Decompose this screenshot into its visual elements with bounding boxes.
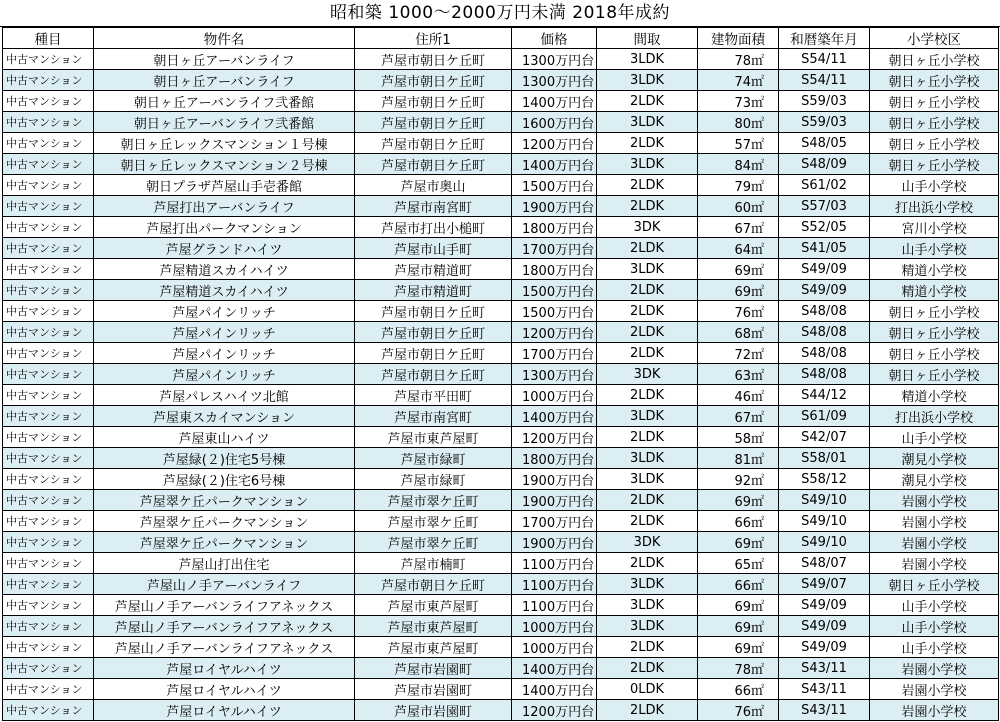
price-cell[interactable]: 1100万円台 (512, 574, 597, 595)
type-cell[interactable]: 中古マンション (3, 322, 94, 343)
floor-area-cell[interactable]: 81㎡ (698, 448, 779, 469)
table-row (3, 280, 999, 301)
property-name-cell[interactable]: 芦屋精道スカイハイツ (94, 259, 355, 280)
type-cell[interactable]: 中古マンション (3, 154, 94, 175)
floor-area-cell[interactable]: 69㎡ (698, 280, 779, 301)
table-row (3, 406, 999, 427)
address-cell[interactable]: 芦屋市翠ケ丘町 (355, 511, 512, 532)
price-cell[interactable]: 1400万円台 (512, 679, 597, 700)
address-cell[interactable]: 芦屋市緑町 (355, 448, 512, 469)
address-cell[interactable]: 芦屋市翠ケ丘町 (355, 490, 512, 511)
property-name-cell[interactable]: 芦屋ロイヤルハイツ (94, 700, 355, 721)
layout-cell[interactable]: 3LDK (597, 49, 698, 70)
built-date-cell[interactable]: S49/09 (779, 595, 870, 616)
address-cell[interactable]: 芦屋市山手町 (355, 238, 512, 259)
built-date-cell[interactable]: S43/11 (779, 658, 870, 679)
layout-cell[interactable]: 3LDK (597, 154, 698, 175)
layout-cell[interactable]: 2LDK (597, 196, 698, 217)
table-row (3, 259, 999, 280)
table-row (3, 133, 999, 154)
layout-cell[interactable]: 3LDK (597, 616, 698, 637)
sheet-title: 昭和築 1000～2000万円未満 2018年成約 (0, 0, 1000, 27)
property-name-cell[interactable]: 芦屋緑(２)住宅5号棟 (94, 448, 355, 469)
table-row (3, 448, 999, 469)
property-name-cell[interactable]: 朝日ヶ丘アーバンライフ (94, 49, 355, 70)
built-date-cell[interactable]: S49/07 (779, 574, 870, 595)
address-cell[interactable]: 芦屋市朝日ケ丘町 (355, 574, 512, 595)
price-cell[interactable]: 1800万円台 (512, 259, 597, 280)
address-cell[interactable]: 芦屋市朝日ケ丘町 (355, 133, 512, 154)
property-name-cell[interactable]: 朝日ヶ丘レックスマンション２号棟 (94, 154, 355, 175)
table-row (3, 469, 999, 490)
address-cell[interactable]: 芦屋市岩園町 (355, 679, 512, 700)
property-name-cell[interactable]: 芦屋ロイヤルハイツ (94, 679, 355, 700)
school-district-cell[interactable]: 朝日ヶ丘小学校 (870, 322, 999, 343)
school-district-cell[interactable]: 朝日ヶ丘小学校 (870, 70, 999, 91)
address-cell[interactable]: 芦屋市朝日ケ丘町 (355, 322, 512, 343)
built-date-cell[interactable]: S61/09 (779, 406, 870, 427)
table-row (3, 658, 999, 679)
floor-area-cell[interactable]: 72㎡ (698, 343, 779, 364)
type-cell[interactable]: 中古マンション (3, 679, 94, 700)
school-district-cell[interactable]: 岩園小学校 (870, 700, 999, 721)
school-district-cell[interactable]: 宮川小学校 (870, 217, 999, 238)
school-district-cell[interactable]: 朝日ヶ丘小学校 (870, 364, 999, 385)
property-name-cell[interactable]: 芦屋翠ケ丘パークマンション (94, 511, 355, 532)
property-name-cell[interactable]: 芦屋グランドハイツ (94, 238, 355, 259)
school-district-cell[interactable]: 岩園小学校 (870, 679, 999, 700)
type-cell[interactable]: 中古マンション (3, 490, 94, 511)
type-cell[interactable]: 中古マンション (3, 448, 94, 469)
school-district-cell[interactable]: 精道小学校 (870, 259, 999, 280)
table-row (3, 196, 999, 217)
floor-area-cell[interactable]: 66㎡ (698, 511, 779, 532)
layout-cell[interactable]: 2LDK (597, 322, 698, 343)
floor-area-cell[interactable]: 69㎡ (698, 532, 779, 553)
school-district-cell[interactable]: 朝日ヶ丘小学校 (870, 154, 999, 175)
layout-cell[interactable]: 3LDK (597, 406, 698, 427)
type-cell[interactable]: 中古マンション (3, 469, 94, 490)
floor-area-cell[interactable]: 67㎡ (698, 406, 779, 427)
address-cell[interactable]: 芦屋市朝日ケ丘町 (355, 91, 512, 112)
school-district-cell[interactable]: 岩園小学校 (870, 553, 999, 574)
built-date-cell[interactable]: S44/12 (779, 385, 870, 406)
school-district-cell[interactable]: 朝日ヶ丘小学校 (870, 301, 999, 322)
type-cell[interactable]: 中古マンション (3, 259, 94, 280)
address-cell[interactable]: 芦屋市翠ケ丘町 (355, 532, 512, 553)
price-cell[interactable]: 1500万円台 (512, 301, 597, 322)
property-name-cell[interactable]: 芦屋パインリッチ (94, 364, 355, 385)
table-row (3, 532, 999, 553)
address-cell[interactable]: 芦屋市朝日ケ丘町 (355, 112, 512, 133)
table-row (3, 637, 999, 658)
price-cell[interactable]: 1500万円台 (512, 175, 597, 196)
layout-cell[interactable]: 2LDK (597, 553, 698, 574)
floor-area-cell[interactable]: 66㎡ (698, 679, 779, 700)
address-cell[interactable]: 芦屋市平田町 (355, 385, 512, 406)
table-row (3, 217, 999, 238)
floor-area-cell[interactable]: 69㎡ (698, 259, 779, 280)
price-cell[interactable]: 1100万円台 (512, 595, 597, 616)
price-cell[interactable]: 1900万円台 (512, 490, 597, 511)
address-cell[interactable]: 芦屋市朝日ケ丘町 (355, 364, 512, 385)
floor-area-cell[interactable]: 66㎡ (698, 574, 779, 595)
table-row (3, 49, 999, 70)
built-date-cell[interactable]: S49/09 (779, 616, 870, 637)
table-row (3, 175, 999, 196)
layout-cell[interactable]: 2LDK (597, 301, 698, 322)
address-cell[interactable]: 芦屋市精道町 (355, 259, 512, 280)
floor-area-cell[interactable]: 92㎡ (698, 469, 779, 490)
price-cell[interactable]: 1200万円台 (512, 133, 597, 154)
layout-cell[interactable]: 3LDK (597, 70, 698, 91)
property-name-cell[interactable]: 芦屋東山ハイツ (94, 427, 355, 448)
price-cell[interactable]: 1400万円台 (512, 154, 597, 175)
school-district-cell[interactable]: 朝日ヶ丘小学校 (870, 133, 999, 154)
type-cell[interactable]: 中古マンション (3, 196, 94, 217)
property-name-cell[interactable]: 芦屋パインリッチ (94, 322, 355, 343)
type-cell[interactable]: 中古マンション (3, 700, 94, 721)
layout-cell[interactable]: 2LDK (597, 700, 698, 721)
school-district-cell[interactable]: 朝日ヶ丘小学校 (870, 91, 999, 112)
layout-cell[interactable]: 0LDK (597, 679, 698, 700)
column-header-property-name[interactable]: 物件名 (94, 28, 355, 49)
table-row (3, 91, 999, 112)
layout-cell[interactable]: 2LDK (597, 637, 698, 658)
school-district-cell[interactable]: 朝日ヶ丘小学校 (870, 49, 999, 70)
school-district-cell[interactable]: 山手小学校 (870, 637, 999, 658)
built-date-cell[interactable]: S49/09 (779, 637, 870, 658)
price-cell[interactable]: 1700万円台 (512, 511, 597, 532)
school-district-cell[interactable]: 山手小学校 (870, 427, 999, 448)
price-cell[interactable]: 1800万円台 (512, 217, 597, 238)
layout-cell[interactable]: 2LDK (597, 490, 698, 511)
school-district-cell[interactable]: 精道小学校 (870, 385, 999, 406)
property-name-cell[interactable]: 芦屋山ノ手アーバンライフアネックス (94, 616, 355, 637)
property-name-cell[interactable]: 朝日ヶ丘レックスマンション１号棟 (94, 133, 355, 154)
type-cell[interactable]: 中古マンション (3, 427, 94, 448)
property-name-cell[interactable]: 芦屋パインリッチ (94, 343, 355, 364)
property-name-cell[interactable]: 芦屋パレスハイツ北館 (94, 385, 355, 406)
table-row (3, 385, 999, 406)
address-cell[interactable]: 芦屋市奥山 (355, 175, 512, 196)
built-date-cell[interactable]: S48/05 (779, 133, 870, 154)
floor-area-cell[interactable]: 69㎡ (698, 616, 779, 637)
school-district-cell[interactable]: 山手小学校 (870, 595, 999, 616)
layout-cell[interactable]: 2LDK (597, 280, 698, 301)
type-cell[interactable]: 中古マンション (3, 385, 94, 406)
column-header-floor-area[interactable]: 建物面積 (698, 28, 779, 49)
type-cell[interactable]: 中古マンション (3, 70, 94, 91)
school-district-cell[interactable]: 岩園小学校 (870, 532, 999, 553)
price-cell[interactable]: 1400万円台 (512, 658, 597, 679)
built-date-cell[interactable]: S59/03 (779, 91, 870, 112)
layout-cell[interactable]: 2LDK (597, 343, 698, 364)
table-row (3, 427, 999, 448)
layout-cell[interactable]: 2LDK (597, 511, 698, 532)
property-name-cell[interactable]: 芦屋山ノ手アーバンライフ (94, 574, 355, 595)
floor-area-cell[interactable]: 65㎡ (698, 553, 779, 574)
built-date-cell[interactable]: S49/09 (779, 259, 870, 280)
floor-area-cell[interactable]: 80㎡ (698, 112, 779, 133)
table-row (3, 616, 999, 637)
layout-cell[interactable]: 3DK (597, 532, 698, 553)
price-cell[interactable]: 1200万円台 (512, 427, 597, 448)
floor-area-cell[interactable]: 76㎡ (698, 301, 779, 322)
school-district-cell[interactable]: 朝日ヶ丘小学校 (870, 574, 999, 595)
type-cell[interactable]: 中古マンション (3, 280, 94, 301)
type-cell[interactable]: 中古マンション (3, 532, 94, 553)
price-cell[interactable]: 1000万円台 (512, 637, 597, 658)
type-cell[interactable]: 中古マンション (3, 553, 94, 574)
table-row (3, 364, 999, 385)
school-district-cell[interactable]: 潮見小学校 (870, 448, 999, 469)
address-cell[interactable]: 芦屋市朝日ケ丘町 (355, 343, 512, 364)
type-cell[interactable]: 中古マンション (3, 637, 94, 658)
floor-area-cell[interactable]: 78㎡ (698, 658, 779, 679)
type-cell[interactable]: 中古マンション (3, 658, 94, 679)
layout-cell[interactable]: 3LDK (597, 595, 698, 616)
type-cell[interactable]: 中古マンション (3, 49, 94, 70)
layout-cell[interactable]: 2LDK (597, 427, 698, 448)
address-cell[interactable]: 芦屋市精道町 (355, 280, 512, 301)
table-row (3, 301, 999, 322)
built-date-cell[interactable]: S48/09 (779, 154, 870, 175)
floor-area-cell[interactable]: 60㎡ (698, 196, 779, 217)
type-cell[interactable]: 中古マンション (3, 217, 94, 238)
layout-cell[interactable]: 2LDK (597, 175, 698, 196)
type-cell[interactable]: 中古マンション (3, 175, 94, 196)
school-district-cell[interactable]: 岩園小学校 (870, 511, 999, 532)
transactions-table (2, 27, 999, 721)
table-row (3, 511, 999, 532)
school-district-cell[interactable]: 朝日ヶ丘小学校 (870, 112, 999, 133)
layout-cell[interactable]: 2LDK (597, 385, 698, 406)
price-cell[interactable]: 1000万円台 (512, 385, 597, 406)
built-date-cell[interactable]: S48/08 (779, 343, 870, 364)
floor-area-cell[interactable]: 73㎡ (698, 91, 779, 112)
floor-area-cell[interactable]: 69㎡ (698, 637, 779, 658)
floor-area-cell[interactable]: 69㎡ (698, 595, 779, 616)
built-date-cell[interactable]: S48/07 (779, 553, 870, 574)
built-date-cell[interactable]: S41/05 (779, 238, 870, 259)
built-date-cell[interactable]: S43/11 (779, 700, 870, 721)
table-row (3, 322, 999, 343)
address-cell[interactable]: 芦屋市東芦屋町 (355, 427, 512, 448)
layout-cell[interactable]: 2LDK (597, 238, 698, 259)
built-date-cell[interactable]: S49/10 (779, 490, 870, 511)
built-date-cell[interactable]: S54/11 (779, 49, 870, 70)
property-name-cell[interactable]: 芦屋精道スカイハイツ (94, 280, 355, 301)
built-date-cell[interactable]: S54/11 (779, 70, 870, 91)
type-cell[interactable]: 中古マンション (3, 595, 94, 616)
type-cell[interactable]: 中古マンション (3, 112, 94, 133)
layout-cell[interactable]: 3LDK (597, 469, 698, 490)
floor-area-cell[interactable]: 74㎡ (698, 70, 779, 91)
table-row (3, 553, 999, 574)
price-cell[interactable]: 1700万円台 (512, 238, 597, 259)
layout-cell[interactable]: 3LDK (597, 574, 698, 595)
layout-cell[interactable]: 2LDK (597, 658, 698, 679)
type-cell[interactable]: 中古マンション (3, 406, 94, 427)
address-cell[interactable]: 芦屋市南宮町 (355, 196, 512, 217)
built-date-cell[interactable]: S57/03 (779, 196, 870, 217)
price-cell[interactable]: 1800万円台 (512, 448, 597, 469)
property-name-cell[interactable]: 朝日ヶ丘アーバンライフ弐番館 (94, 112, 355, 133)
floor-area-cell[interactable]: 63㎡ (698, 364, 779, 385)
address-cell[interactable]: 芦屋市打出小槌町 (355, 217, 512, 238)
address-cell[interactable]: 芦屋市東芦屋町 (355, 616, 512, 637)
school-district-cell[interactable]: 岩園小学校 (870, 658, 999, 679)
floor-area-cell[interactable]: 76㎡ (698, 700, 779, 721)
built-date-cell[interactable]: S48/08 (779, 364, 870, 385)
price-cell[interactable]: 1300万円台 (512, 364, 597, 385)
column-header-type[interactable]: 種目 (3, 28, 94, 49)
property-name-cell[interactable]: 朝日ヶ丘アーバンライフ弐番館 (94, 91, 355, 112)
school-district-cell[interactable]: 山手小学校 (870, 616, 999, 637)
price-cell[interactable]: 1500万円台 (512, 280, 597, 301)
property-name-cell[interactable]: 朝日ヶ丘アーバンライフ (94, 70, 355, 91)
floor-area-cell[interactable]: 69㎡ (698, 490, 779, 511)
layout-cell[interactable]: 3LDK (597, 259, 698, 280)
built-date-cell[interactable]: S61/02 (779, 175, 870, 196)
type-cell[interactable]: 中古マンション (3, 574, 94, 595)
school-district-cell[interactable]: 潮見小学校 (870, 469, 999, 490)
property-name-cell[interactable]: 朝日プラザ芦屋山手壱番館 (94, 175, 355, 196)
school-district-cell[interactable]: 打出浜小学校 (870, 196, 999, 217)
layout-cell[interactable]: 3DK (597, 217, 698, 238)
type-cell[interactable]: 中古マンション (3, 133, 94, 154)
price-cell[interactable]: 1900万円台 (512, 196, 597, 217)
floor-area-cell[interactable]: 58㎡ (698, 427, 779, 448)
property-name-cell[interactable]: 芦屋翠ケ丘パークマンション (94, 532, 355, 553)
column-header-price[interactable]: 価格 (512, 28, 597, 49)
address-cell[interactable]: 芦屋市東芦屋町 (355, 595, 512, 616)
built-date-cell[interactable]: S48/08 (779, 301, 870, 322)
property-name-cell[interactable]: 芦屋パインリッチ (94, 301, 355, 322)
layout-cell[interactable]: 2LDK (597, 91, 698, 112)
price-cell[interactable]: 1300万円台 (512, 70, 597, 91)
built-date-cell[interactable]: S59/03 (779, 112, 870, 133)
floor-area-cell[interactable]: 79㎡ (698, 175, 779, 196)
type-cell[interactable]: 中古マンション (3, 301, 94, 322)
address-cell[interactable]: 芦屋市朝日ケ丘町 (355, 70, 512, 91)
property-name-cell[interactable]: 芦屋打出パークマンション (94, 217, 355, 238)
school-district-cell[interactable]: 朝日ヶ丘小学校 (870, 343, 999, 364)
layout-cell[interactable]: 2LDK (597, 133, 698, 154)
type-cell[interactable]: 中古マンション (3, 616, 94, 637)
built-date-cell[interactable]: S48/08 (779, 322, 870, 343)
price-cell[interactable]: 1300万円台 (512, 49, 597, 70)
address-cell[interactable]: 芦屋市楠町 (355, 553, 512, 574)
price-cell[interactable]: 1200万円台 (512, 322, 597, 343)
school-district-cell[interactable]: 打出浜小学校 (870, 406, 999, 427)
address-cell[interactable]: 芦屋市岩園町 (355, 658, 512, 679)
header-row (3, 28, 999, 49)
address-cell[interactable]: 芦屋市緑町 (355, 469, 512, 490)
table-row (3, 154, 999, 175)
price-cell[interactable]: 1000万円台 (512, 616, 597, 637)
table-row (3, 574, 999, 595)
table-row (3, 343, 999, 364)
type-cell[interactable]: 中古マンション (3, 91, 94, 112)
column-header-school-district[interactable]: 小学校区 (870, 28, 999, 49)
floor-area-cell[interactable]: 64㎡ (698, 238, 779, 259)
built-date-cell[interactable]: S58/01 (779, 448, 870, 469)
address-cell[interactable]: 芦屋市朝日ケ丘町 (355, 301, 512, 322)
floor-area-cell[interactable]: 67㎡ (698, 217, 779, 238)
layout-cell[interactable]: 3LDK (597, 448, 698, 469)
built-date-cell[interactable]: S52/05 (779, 217, 870, 238)
floor-area-cell[interactable]: 46㎡ (698, 385, 779, 406)
built-date-cell[interactable]: S43/11 (779, 679, 870, 700)
table-row (3, 490, 999, 511)
property-name-cell[interactable]: 芦屋打出アーバンライフ (94, 196, 355, 217)
price-cell[interactable]: 1200万円台 (512, 700, 597, 721)
column-header-address[interactable]: 住所1 (355, 28, 512, 49)
price-cell[interactable]: 1700万円台 (512, 343, 597, 364)
table-row (3, 112, 999, 133)
school-district-cell[interactable]: 山手小学校 (870, 175, 999, 196)
price-cell[interactable]: 1900万円台 (512, 532, 597, 553)
price-cell[interactable]: 1400万円台 (512, 91, 597, 112)
address-cell[interactable]: 芦屋市朝日ケ丘町 (355, 154, 512, 175)
built-date-cell[interactable]: S49/09 (779, 280, 870, 301)
address-cell[interactable]: 芦屋市岩園町 (355, 700, 512, 721)
table-row (3, 595, 999, 616)
school-district-cell[interactable]: 岩園小学校 (870, 490, 999, 511)
address-cell[interactable]: 芦屋市東芦屋町 (355, 637, 512, 658)
layout-cell[interactable]: 3LDK (597, 112, 698, 133)
layout-cell[interactable]: 3DK (597, 364, 698, 385)
school-district-cell[interactable]: 精道小学校 (870, 280, 999, 301)
table-row (3, 70, 999, 91)
address-cell[interactable]: 芦屋市南宮町 (355, 406, 512, 427)
floor-area-cell[interactable]: 78㎡ (698, 49, 779, 70)
property-name-cell[interactable]: 芦屋東スカイマンション (94, 406, 355, 427)
type-cell[interactable]: 中古マンション (3, 364, 94, 385)
built-date-cell[interactable]: S42/07 (779, 427, 870, 448)
price-cell[interactable]: 1400万円台 (512, 406, 597, 427)
address-cell[interactable]: 芦屋市朝日ケ丘町 (355, 49, 512, 70)
built-date-cell[interactable]: S58/12 (779, 469, 870, 490)
type-cell[interactable]: 中古マンション (3, 343, 94, 364)
property-name-cell[interactable]: 芦屋緑(２)住宅6号棟 (94, 469, 355, 490)
column-header-layout[interactable]: 間取 (597, 28, 698, 49)
price-cell[interactable]: 1100万円台 (512, 553, 597, 574)
property-name-cell[interactable]: 芦屋ロイヤルハイツ (94, 658, 355, 679)
property-name-cell[interactable]: 芦屋山ノ手アーバンライフアネックス (94, 637, 355, 658)
school-district-cell[interactable]: 山手小学校 (870, 238, 999, 259)
type-cell[interactable]: 中古マンション (3, 238, 94, 259)
floor-area-cell[interactable]: 68㎡ (698, 322, 779, 343)
built-date-cell[interactable]: S49/10 (779, 511, 870, 532)
built-date-cell[interactable]: S49/10 (779, 532, 870, 553)
table-row (3, 700, 999, 721)
price-cell[interactable]: 1600万円台 (512, 112, 597, 133)
floor-area-cell[interactable]: 57㎡ (698, 133, 779, 154)
table-row (3, 238, 999, 259)
price-cell[interactable]: 1900万円台 (512, 469, 597, 490)
table-row (3, 679, 999, 700)
property-name-cell[interactable]: 芦屋翠ケ丘パークマンション (94, 490, 355, 511)
property-name-cell[interactable]: 芦屋山ノ手アーバンライフアネックス (94, 595, 355, 616)
floor-area-cell[interactable]: 84㎡ (698, 154, 779, 175)
property-name-cell[interactable]: 芦屋山打出住宅 (94, 553, 355, 574)
column-header-built-date[interactable]: 和暦築年月 (779, 28, 870, 49)
type-cell[interactable]: 中古マンション (3, 511, 94, 532)
